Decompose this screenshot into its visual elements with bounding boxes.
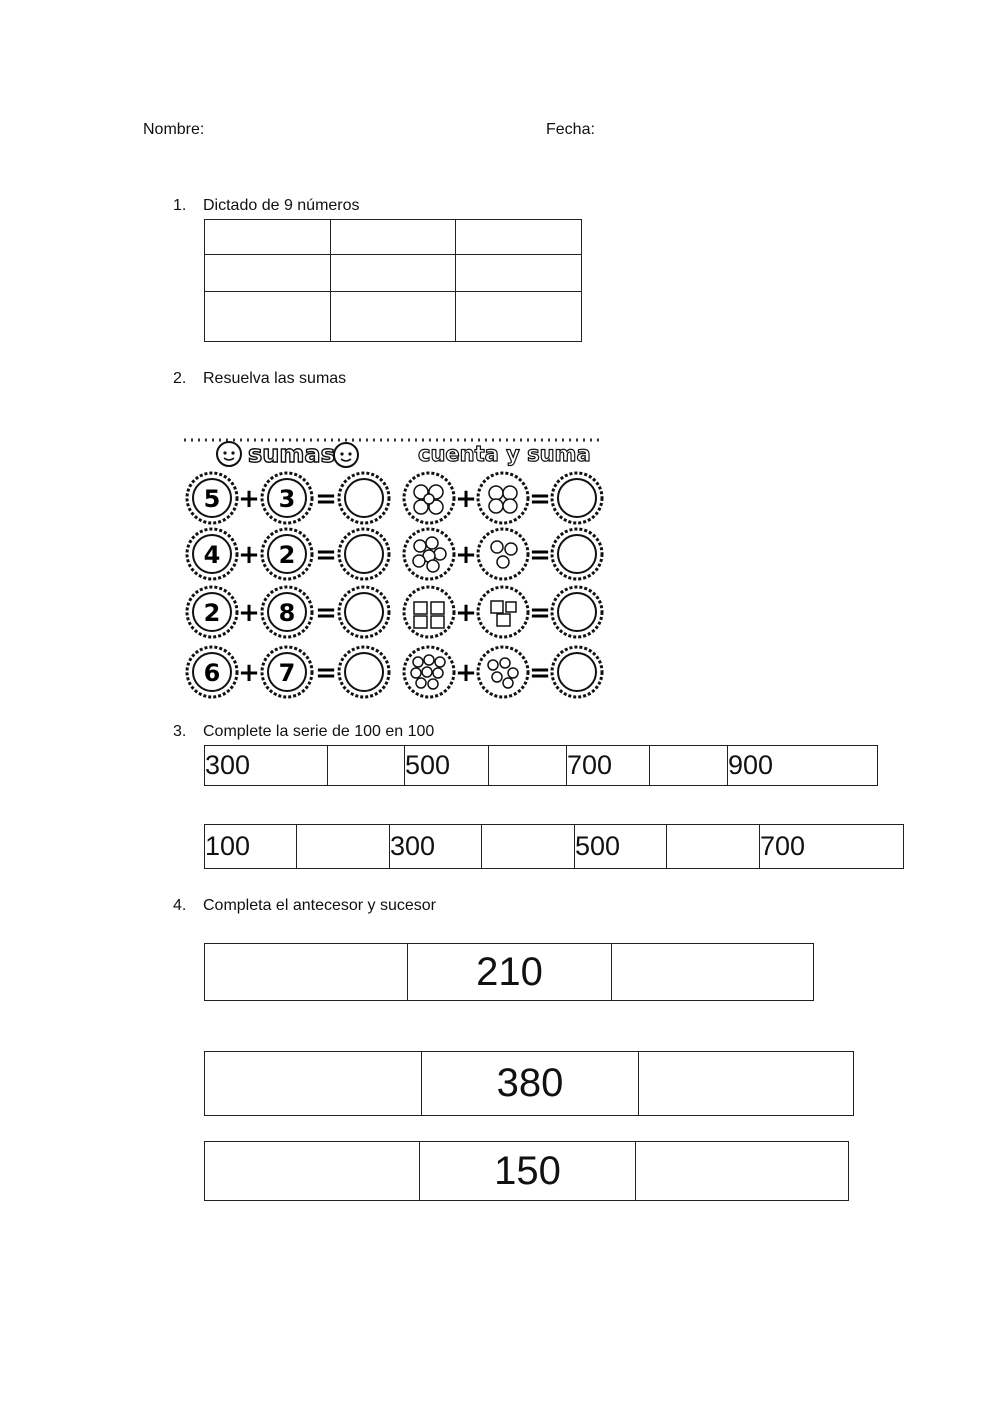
q4-number: 4. [173, 897, 187, 914]
picture-sum-row [404, 529, 602, 579]
equals-sign: = [315, 598, 337, 628]
q3-number: 3. [173, 723, 187, 740]
picture-sum-row [404, 647, 602, 697]
series-cell: 500 [575, 825, 667, 869]
dictation-cell[interactable] [205, 255, 331, 292]
series-cell: 500 [405, 746, 489, 786]
kid-face-icon [217, 442, 241, 466]
predecessor-successor-row [204, 943, 814, 1001]
addend-a: 5 [203, 485, 221, 513]
q3-text: Complete la serie de 100 en 100 [203, 723, 435, 740]
addend-b: 2 [278, 541, 296, 569]
series-blank-cell[interactable] [489, 746, 567, 786]
name-label: Nombre: [143, 121, 205, 138]
series-cell: 700 [760, 825, 904, 869]
successor-cell[interactable] [636, 1142, 849, 1201]
equals-sign: = [315, 484, 337, 514]
equals-sign: = [529, 484, 551, 514]
q1-text: Dictado de 9 números [203, 197, 360, 214]
dictation-cell[interactable] [330, 255, 456, 292]
q2-text: Resuelva las sumas [203, 370, 347, 387]
plus-sign: + [238, 540, 260, 570]
addend-a: 6 [203, 659, 221, 687]
series-cell: 300 [205, 746, 328, 786]
series-blank-cell[interactable] [667, 825, 760, 869]
predecessor-successor-row [204, 1141, 849, 1201]
addend-b: 8 [278, 599, 296, 627]
predecessor-cell[interactable] [205, 944, 408, 1001]
series-row-1 [204, 745, 878, 786]
series-cell: 900 [728, 746, 878, 786]
q4-text: Completa el antecesor y sucesor [203, 897, 436, 914]
addend-a: 4 [203, 541, 221, 569]
q2-number: 2. [173, 370, 187, 387]
addend-a: 2 [203, 599, 221, 627]
equals-sign: = [315, 658, 337, 688]
successor-cell[interactable] [612, 944, 814, 1001]
series-cell: 700 [567, 746, 650, 786]
answer-circle[interactable] [345, 479, 383, 517]
dictation-cell[interactable] [330, 292, 456, 342]
answer-circle[interactable] [345, 653, 383, 691]
picture-sum-row [404, 473, 602, 523]
addend-b: 7 [278, 659, 296, 687]
plus-sign: + [238, 598, 260, 628]
answer-circle[interactable] [345, 593, 383, 631]
picture-sum-row [404, 587, 602, 637]
answer-circle[interactable] [558, 479, 596, 517]
plus-sign: + [238, 658, 260, 688]
successor-cell[interactable] [639, 1052, 854, 1116]
equals-sign: = [529, 540, 551, 570]
sums-title: sumas [248, 440, 335, 468]
dictation-cell[interactable] [330, 220, 456, 255]
sum-row [187, 587, 389, 637]
sum-row [187, 473, 389, 523]
answer-circle[interactable] [345, 535, 383, 573]
dictation-cell[interactable] [205, 292, 331, 342]
equals-sign: = [315, 540, 337, 570]
date-label: Fecha: [546, 121, 595, 138]
given-number-cell: 150 [420, 1142, 636, 1201]
sums-worksheet-image [180, 437, 605, 699]
series-blank-cell[interactable] [482, 825, 575, 869]
dictation-cell[interactable] [456, 255, 582, 292]
answer-circle[interactable] [558, 535, 596, 573]
equals-sign: = [529, 658, 551, 688]
addend-b: 3 [278, 485, 296, 513]
count-and-sum-title: cuenta y suma [418, 442, 591, 466]
series-cell: 300 [390, 825, 482, 869]
plus-sign: + [455, 540, 477, 570]
sum-row [187, 647, 389, 697]
series-cell: 100 [205, 825, 297, 869]
predecessor-cell[interactable] [205, 1052, 422, 1116]
plus-sign: + [455, 484, 477, 514]
answer-circle[interactable] [558, 653, 596, 691]
answer-circle[interactable] [558, 593, 596, 631]
plus-sign: + [455, 658, 477, 688]
dictation-cell[interactable] [456, 292, 582, 342]
dictation-cell[interactable] [205, 220, 331, 255]
sum-row [187, 529, 389, 579]
predecessor-cell[interactable] [205, 1142, 420, 1201]
predecessor-successor-row [204, 1051, 854, 1116]
dictation-table [204, 219, 582, 342]
equals-sign: = [529, 598, 551, 628]
dictation-cell[interactable] [456, 220, 582, 255]
plus-sign: + [455, 598, 477, 628]
given-number-cell: 210 [408, 944, 612, 1001]
plus-sign: + [238, 484, 260, 514]
series-blank-cell[interactable] [328, 746, 405, 786]
series-row-2 [204, 824, 904, 869]
given-number-cell: 380 [422, 1052, 639, 1116]
series-blank-cell[interactable] [297, 825, 390, 869]
kid-face-icon [334, 443, 358, 467]
q1-number: 1. [173, 197, 187, 214]
series-blank-cell[interactable] [650, 746, 728, 786]
